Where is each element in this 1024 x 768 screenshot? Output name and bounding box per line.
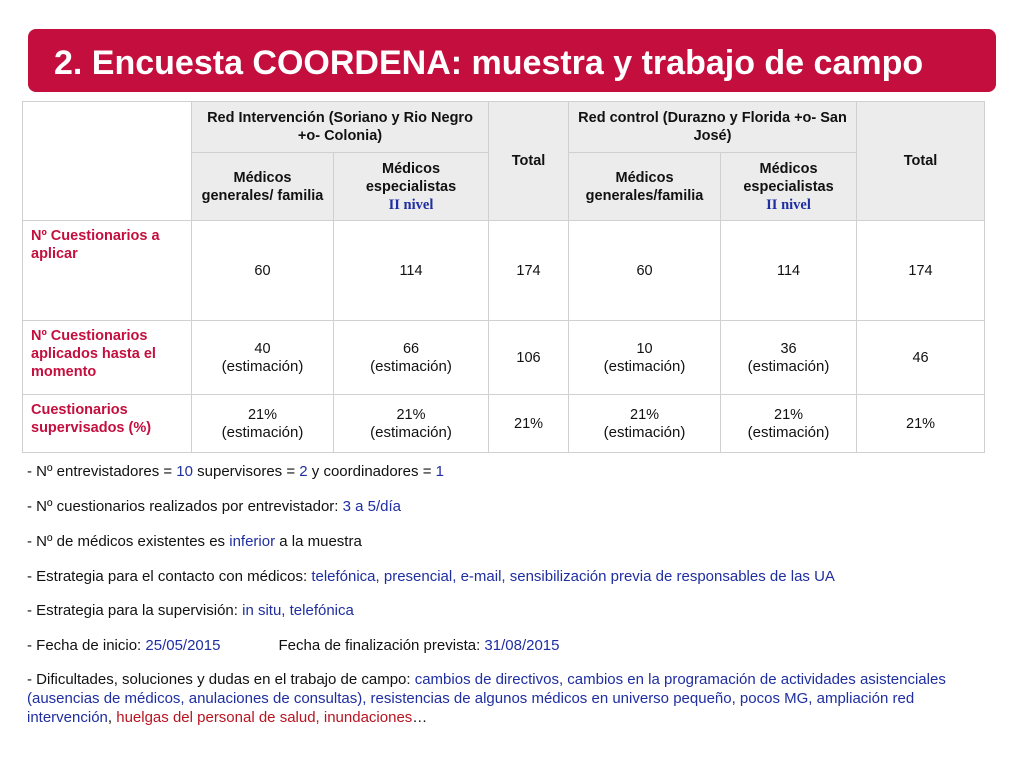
total-header-intervencion: Total: [489, 102, 569, 221]
nivel-label-int: II nivel: [388, 196, 434, 213]
group-header-intervencion: Red Intervención (Soriano y Rio Negro +o- Colonia): [192, 102, 489, 153]
note-text: Fecha de finalización prevista:: [278, 637, 485, 654]
table-cell: [721, 221, 857, 321]
slide-title: 2. Encuesta COORDENA: muestra y trabajo de campo: [54, 44, 924, 82]
table-cell: [334, 321, 489, 395]
note-value-red: huelgas del personal de salud, inundaciones: [116, 709, 413, 726]
col-header-me-ctrl-label: Médicos especialistas: [743, 160, 834, 195]
cell-note: (estimación): [221, 423, 304, 441]
cell-value: 114: [776, 262, 801, 279]
table-row: [23, 395, 985, 453]
table-cell: [721, 395, 857, 453]
cell-value: 46: [912, 349, 929, 366]
note-text: - Nº cuestionarios realizados por entrevistador:: [27, 498, 343, 515]
cell-note: (estimación): [370, 357, 452, 375]
cell-value: 114: [399, 262, 423, 279]
cell-value: 40: [254, 340, 271, 357]
cell-value: 106: [516, 349, 541, 366]
col-header-me-int: [334, 153, 489, 221]
table-cell: [569, 321, 721, 395]
note-supervision-strategy: [27, 601, 997, 620]
note-value: telefónica, presencial, e-mail, sensibilización previa de responsables de las UA: [311, 568, 835, 585]
note-text: ,: [107, 709, 117, 726]
cell-value: 21%: [514, 415, 544, 432]
table-row: [23, 221, 985, 321]
corner-cell: [23, 102, 192, 221]
table-cell: [334, 395, 489, 453]
total-header-control: Total: [857, 102, 985, 221]
cell-value: 21%: [396, 406, 426, 423]
note-contact-strategy: [27, 567, 997, 586]
note-text: y coordinadores =: [307, 463, 436, 480]
table-cell: [192, 395, 334, 453]
row-label: Nº Cuestionarios a aplicar: [23, 221, 192, 321]
table-cell: [334, 221, 489, 321]
sample-table: [22, 101, 985, 453]
table-cell: [192, 321, 334, 395]
cell-note: (estimación): [221, 357, 304, 375]
row-label: Nº Cuestionarios aplicados hasta el momento: [23, 321, 192, 395]
note-value: 1: [435, 463, 444, 480]
note-value: 10: [176, 463, 193, 480]
cell-value: 21%: [774, 406, 804, 423]
note-value: 31/08/2015: [484, 637, 560, 654]
cell-value: 21%: [906, 415, 936, 432]
table-cell: [569, 221, 721, 321]
cell-value: 60: [636, 262, 653, 279]
note-value: cambios de directivos, cambios en la programación de actividades asistenciales (ausencias de médicos, anulaciones de consultas), resistencias de algunos médicos en universo pequeño, pocos MG, ampliación red intervención: [27, 671, 946, 726]
table-cell: [857, 221, 985, 321]
header-row-1: [23, 102, 985, 153]
group-header-control: Red control (Durazno y Florida +o- San José): [569, 102, 857, 153]
note-difficulties: [27, 670, 997, 727]
note-text: a la muestra: [275, 533, 362, 550]
cell-value: 66: [402, 340, 420, 357]
cell-value: 174: [516, 262, 541, 279]
note-value: 3 a 5/día: [342, 498, 402, 515]
note-doctors-existing: [27, 532, 997, 551]
cell-value: 21%: [630, 406, 660, 423]
note-value: 25/05/2015: [145, 637, 221, 654]
table-cell: [857, 321, 985, 395]
table-cell: [192, 221, 334, 321]
note-interviewers: [27, 462, 997, 481]
note-text: - Nº de médicos existentes es: [27, 533, 230, 550]
cell-note: (estimación): [603, 357, 686, 375]
col-header-mg-ctrl: Médicos generales/familia: [569, 153, 721, 221]
table-cell: [721, 321, 857, 395]
col-header-mg-int: Médicos generales/ familia: [192, 153, 334, 221]
col-header-me-ctrl: [721, 153, 857, 221]
note-text: …: [412, 709, 428, 726]
cell-value: 21%: [247, 406, 278, 423]
note-text: - Nº entrevistadores =: [27, 463, 177, 480]
row-label: Cuestionarios supervisados (%): [23, 395, 192, 453]
note-dates: [27, 636, 997, 655]
cell-value: 36: [780, 340, 797, 357]
cell-value: 60: [254, 262, 271, 279]
nivel-label-ctrl: II nivel: [766, 196, 811, 213]
col-header-me-int-label: Médicos especialistas: [365, 160, 457, 195]
note-value: inferior: [229, 533, 276, 550]
cell-note: (estimación): [747, 357, 830, 375]
note-text: - Estrategia para la supervisión:: [27, 602, 243, 619]
note-questionnaires-per-interviewer: [27, 497, 997, 516]
table-row: [23, 321, 985, 395]
cell-note: (estimación): [603, 423, 686, 441]
cell-note: (estimación): [747, 423, 830, 441]
cell-value: 174: [908, 262, 933, 279]
table-cell: [489, 395, 569, 453]
cell-note: (estimación): [370, 423, 452, 441]
table-cell: [569, 395, 721, 453]
table-cell: [857, 395, 985, 453]
note-text: supervisores =: [192, 463, 300, 480]
cell-value: 10: [636, 340, 653, 357]
table-cell: [489, 321, 569, 395]
note-text: - Fecha de inicio:: [27, 637, 146, 654]
note-value: 2: [299, 463, 308, 480]
note-text: - Estrategia para el contacto con médicos:: [27, 568, 312, 585]
note-value: in situ, telefónica: [242, 602, 354, 619]
note-text: - Dificultades, soluciones y dudas en el trabajo de campo:: [27, 671, 415, 688]
table-cell: [489, 221, 569, 321]
